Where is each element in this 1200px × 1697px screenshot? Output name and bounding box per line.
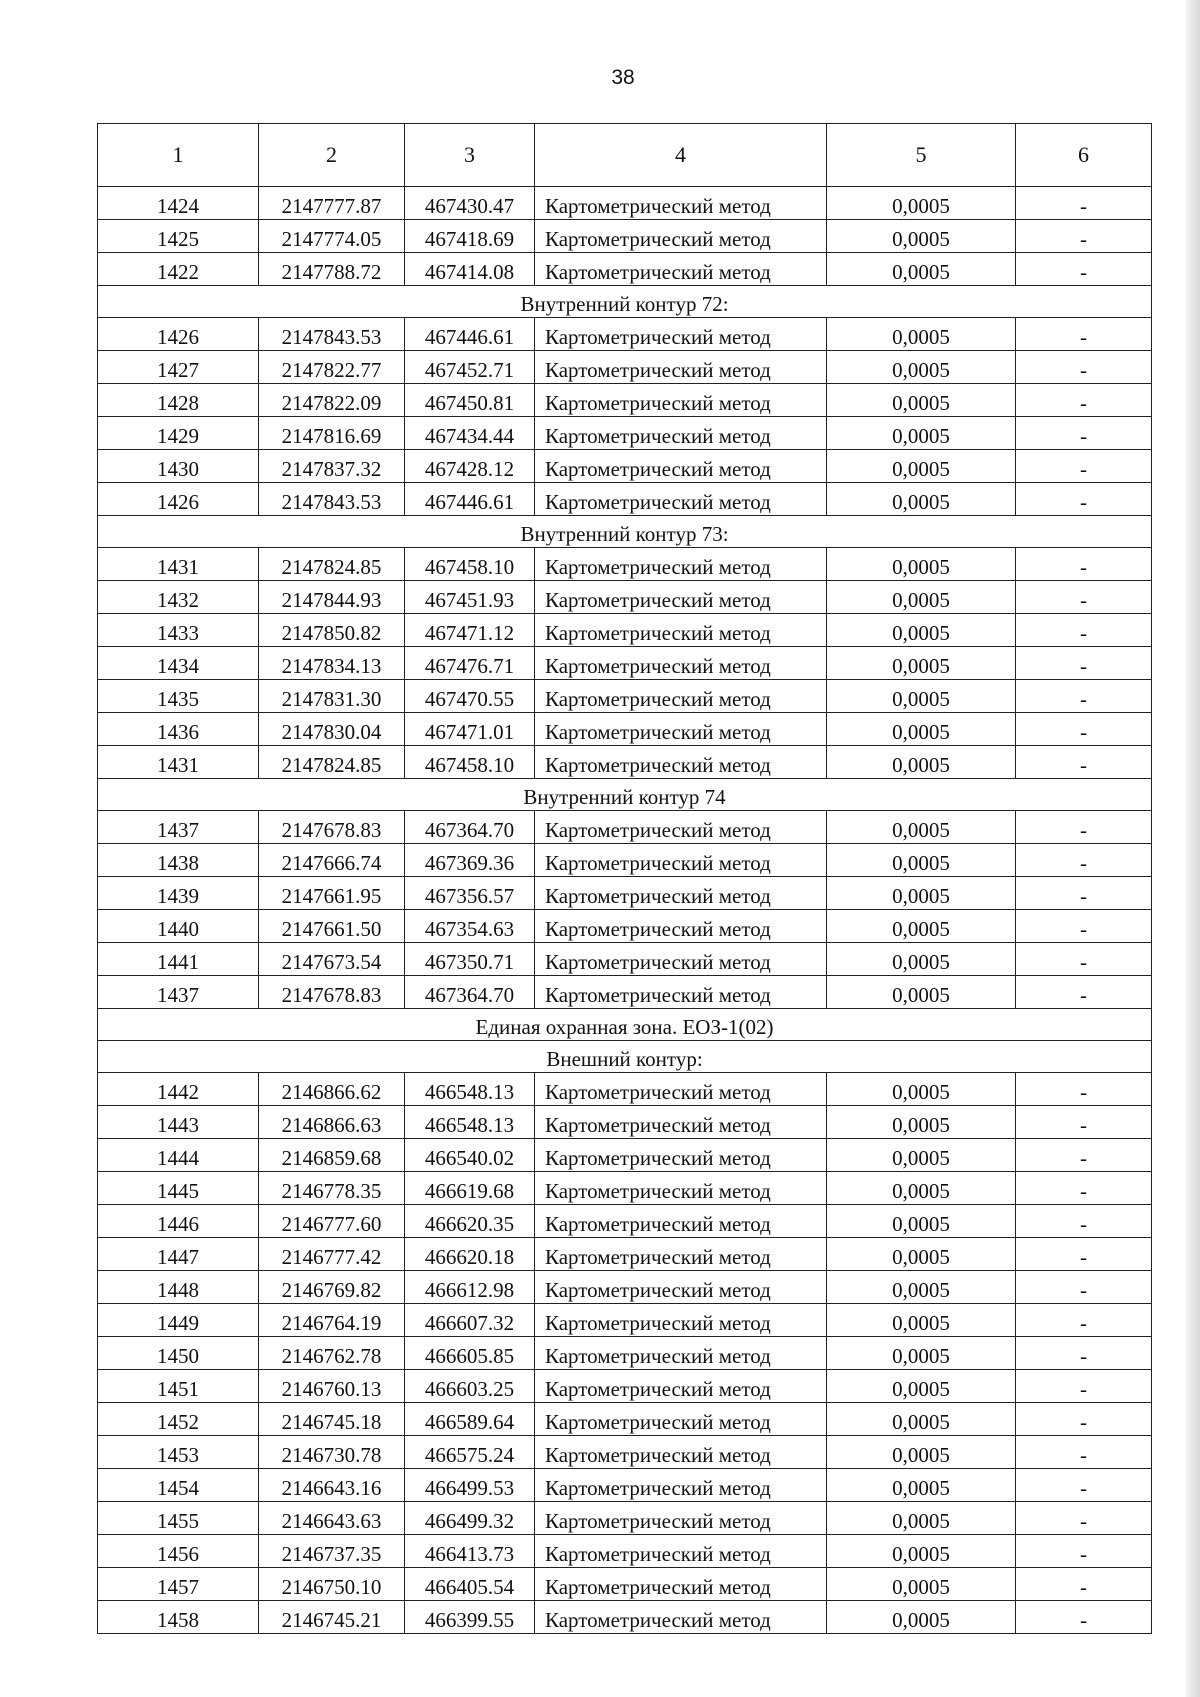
accuracy-cell: 0,0005 [827, 647, 1016, 680]
y-coordinate-cell: 466603.25 [405, 1370, 535, 1403]
y-coordinate-cell: 467450.81 [405, 384, 535, 417]
point-number-cell: 1451 [98, 1370, 259, 1403]
description-cell: - [1016, 483, 1152, 516]
y-coordinate-cell: 467350.71 [405, 943, 535, 976]
method-cell: Картометрический метод [535, 1205, 827, 1238]
accuracy-cell: 0,0005 [827, 1568, 1016, 1601]
x-coordinate-cell: 2147822.09 [259, 384, 405, 417]
accuracy-cell: 0,0005 [827, 1337, 1016, 1370]
accuracy-cell: 0,0005 [827, 384, 1016, 417]
y-coordinate-cell: 467470.55 [405, 680, 535, 713]
method-cell: Картометрический метод [535, 253, 827, 286]
method-cell: Картометрический метод [535, 1172, 827, 1205]
description-cell: - [1016, 713, 1152, 746]
table-row [98, 1502, 1152, 1535]
y-coordinate-cell: 466405.54 [405, 1568, 535, 1601]
method-cell: Картометрический метод [535, 220, 827, 253]
x-coordinate-cell: 2147678.83 [259, 811, 405, 844]
description-cell: - [1016, 187, 1152, 220]
method-cell: Картометрический метод [535, 976, 827, 1009]
table-row [98, 1403, 1152, 1436]
point-number-cell: 1434 [98, 647, 259, 680]
x-coordinate-cell: 2146859.68 [259, 1139, 405, 1172]
table-row [98, 647, 1152, 680]
y-coordinate-cell: 466413.73 [405, 1535, 535, 1568]
x-coordinate-cell: 2147824.85 [259, 746, 405, 779]
point-number-cell: 1442 [98, 1073, 259, 1106]
method-cell: Картометрический метод [535, 910, 827, 943]
section-row [98, 1041, 1152, 1073]
point-number-cell: 1440 [98, 910, 259, 943]
method-cell: Картометрический метод [535, 1535, 827, 1568]
point-number-cell: 1433 [98, 614, 259, 647]
point-number-cell: 1422 [98, 253, 259, 286]
section-row [98, 516, 1152, 548]
method-cell: Картометрический метод [535, 811, 827, 844]
point-number-cell: 1429 [98, 417, 259, 450]
table-row [98, 1139, 1152, 1172]
y-coordinate-cell: 466499.53 [405, 1469, 535, 1502]
section-label: Внутренний контур 74 [98, 779, 1152, 811]
method-cell: Картометрический метод [535, 1304, 827, 1337]
point-number-cell: 1441 [98, 943, 259, 976]
description-cell: - [1016, 351, 1152, 384]
accuracy-cell: 0,0005 [827, 187, 1016, 220]
table-row [98, 844, 1152, 877]
description-cell: - [1016, 548, 1152, 581]
description-cell: - [1016, 253, 1152, 286]
description-cell: - [1016, 1106, 1152, 1139]
point-number-cell: 1424 [98, 187, 259, 220]
method-cell: Картометрический метод [535, 483, 827, 516]
description-cell: - [1016, 1502, 1152, 1535]
x-coordinate-cell: 2147831.30 [259, 680, 405, 713]
point-number-cell: 1445 [98, 1172, 259, 1205]
method-cell: Картометрический метод [535, 1568, 827, 1601]
x-coordinate-cell: 2147661.50 [259, 910, 405, 943]
table-row [98, 1238, 1152, 1271]
x-coordinate-cell: 2147661.95 [259, 877, 405, 910]
method-cell: Картометрический метод [535, 450, 827, 483]
accuracy-cell: 0,0005 [827, 1139, 1016, 1172]
accuracy-cell: 0,0005 [827, 713, 1016, 746]
y-coordinate-cell: 467471.12 [405, 614, 535, 647]
y-coordinate-cell: 466499.32 [405, 1502, 535, 1535]
table-row [98, 910, 1152, 943]
x-coordinate-cell: 2146643.16 [259, 1469, 405, 1502]
description-cell: - [1016, 877, 1152, 910]
description-cell: - [1016, 1139, 1152, 1172]
method-cell: Картометрический метод [535, 1436, 827, 1469]
y-coordinate-cell: 466605.85 [405, 1337, 535, 1370]
accuracy-cell: 0,0005 [827, 1238, 1016, 1271]
x-coordinate-cell: 2147830.04 [259, 713, 405, 746]
point-number-cell: 1431 [98, 548, 259, 581]
accuracy-cell: 0,0005 [827, 581, 1016, 614]
table-row [98, 1337, 1152, 1370]
x-coordinate-cell: 2146737.35 [259, 1535, 405, 1568]
description-cell: - [1016, 318, 1152, 351]
y-coordinate-cell: 466540.02 [405, 1139, 535, 1172]
method-cell: Картометрический метод [535, 1073, 827, 1106]
method-cell: Картометрический метод [535, 351, 827, 384]
point-number-cell: 1425 [98, 220, 259, 253]
point-number-cell: 1453 [98, 1436, 259, 1469]
method-cell: Картометрический метод [535, 1106, 827, 1139]
accuracy-cell: 0,0005 [827, 976, 1016, 1009]
method-cell: Картометрический метод [535, 1403, 827, 1436]
x-coordinate-cell: 2146745.18 [259, 1403, 405, 1436]
method-cell: Картометрический метод [535, 1271, 827, 1304]
column-header-6: 6 [1016, 124, 1152, 187]
accuracy-cell: 0,0005 [827, 1469, 1016, 1502]
accuracy-cell: 0,0005 [827, 318, 1016, 351]
description-cell: - [1016, 614, 1152, 647]
table-row [98, 713, 1152, 746]
point-number-cell: 1454 [98, 1469, 259, 1502]
method-cell: Картометрический метод [535, 187, 827, 220]
accuracy-cell: 0,0005 [827, 1502, 1016, 1535]
accuracy-cell: 0,0005 [827, 1304, 1016, 1337]
table-row [98, 1568, 1152, 1601]
page-number: 38 [611, 66, 635, 89]
x-coordinate-cell: 2147788.72 [259, 253, 405, 286]
table-row [98, 417, 1152, 450]
y-coordinate-cell: 466575.24 [405, 1436, 535, 1469]
description-cell: - [1016, 1337, 1152, 1370]
table-row [98, 1073, 1152, 1106]
method-cell: Картометрический метод [535, 614, 827, 647]
table-row [98, 1535, 1152, 1568]
y-coordinate-cell: 467446.61 [405, 483, 535, 516]
y-coordinate-cell: 467364.70 [405, 976, 535, 1009]
table-row [98, 877, 1152, 910]
table-row [98, 1436, 1152, 1469]
description-cell: - [1016, 220, 1152, 253]
point-number-cell: 1431 [98, 746, 259, 779]
x-coordinate-cell: 2146730.78 [259, 1436, 405, 1469]
accuracy-cell: 0,0005 [827, 910, 1016, 943]
point-number-cell: 1446 [98, 1205, 259, 1238]
description-cell: - [1016, 1436, 1152, 1469]
point-number-cell: 1426 [98, 483, 259, 516]
method-cell: Картометрический метод [535, 680, 827, 713]
description-cell: - [1016, 1601, 1152, 1634]
table-row [98, 1304, 1152, 1337]
accuracy-cell: 0,0005 [827, 220, 1016, 253]
description-cell: - [1016, 1469, 1152, 1502]
y-coordinate-cell: 467458.10 [405, 548, 535, 581]
x-coordinate-cell: 2147837.32 [259, 450, 405, 483]
table-row [98, 220, 1152, 253]
coordinates-table [97, 123, 1152, 1634]
x-coordinate-cell: 2146769.82 [259, 1271, 405, 1304]
point-number-cell: 1439 [98, 877, 259, 910]
x-coordinate-cell: 2147850.82 [259, 614, 405, 647]
method-cell: Картометрический метод [535, 1370, 827, 1403]
y-coordinate-cell: 466619.68 [405, 1172, 535, 1205]
point-number-cell: 1432 [98, 581, 259, 614]
accuracy-cell: 0,0005 [827, 877, 1016, 910]
x-coordinate-cell: 2147673.54 [259, 943, 405, 976]
x-coordinate-cell: 2146764.19 [259, 1304, 405, 1337]
x-coordinate-cell: 2146762.78 [259, 1337, 405, 1370]
method-cell: Картометрический метод [535, 746, 827, 779]
point-number-cell: 1435 [98, 680, 259, 713]
column-header-2: 2 [259, 124, 405, 187]
description-cell: - [1016, 581, 1152, 614]
accuracy-cell: 0,0005 [827, 614, 1016, 647]
description-cell: - [1016, 1073, 1152, 1106]
table-row [98, 187, 1152, 220]
point-number-cell: 1449 [98, 1304, 259, 1337]
description-cell: - [1016, 1370, 1152, 1403]
y-coordinate-cell: 467476.71 [405, 647, 535, 680]
table-body [98, 187, 1152, 1634]
point-number-cell: 1437 [98, 976, 259, 1009]
description-cell: - [1016, 1172, 1152, 1205]
accuracy-cell: 0,0005 [827, 1271, 1016, 1304]
description-cell: - [1016, 976, 1152, 1009]
y-coordinate-cell: 466620.35 [405, 1205, 535, 1238]
accuracy-cell: 0,0005 [827, 1172, 1016, 1205]
x-coordinate-cell: 2147824.85 [259, 548, 405, 581]
y-coordinate-cell: 466589.64 [405, 1403, 535, 1436]
y-coordinate-cell: 466607.32 [405, 1304, 535, 1337]
section-label: Внешний контур: [98, 1041, 1152, 1073]
x-coordinate-cell: 2146777.42 [259, 1238, 405, 1271]
scan-edge [1186, 0, 1200, 1697]
y-coordinate-cell: 467430.47 [405, 187, 535, 220]
description-cell: - [1016, 680, 1152, 713]
description-cell: - [1016, 1205, 1152, 1238]
table-row [98, 450, 1152, 483]
table-row [98, 1370, 1152, 1403]
point-number-cell: 1436 [98, 713, 259, 746]
y-coordinate-cell: 466548.13 [405, 1073, 535, 1106]
section-label: Внутренний контур 72: [98, 286, 1152, 318]
point-number-cell: 1444 [98, 1139, 259, 1172]
column-header-4: 4 [535, 124, 827, 187]
description-cell: - [1016, 910, 1152, 943]
method-cell: Картометрический метод [535, 1139, 827, 1172]
y-coordinate-cell: 467369.36 [405, 844, 535, 877]
table-row [98, 1106, 1152, 1139]
point-number-cell: 1426 [98, 318, 259, 351]
method-cell: Картометрический метод [535, 943, 827, 976]
table-row [98, 943, 1152, 976]
x-coordinate-cell: 2146866.63 [259, 1106, 405, 1139]
x-coordinate-cell: 2146760.13 [259, 1370, 405, 1403]
x-coordinate-cell: 2146866.62 [259, 1073, 405, 1106]
section-label: Внутренний контур 73: [98, 516, 1152, 548]
column-header-1: 1 [98, 124, 259, 187]
y-coordinate-cell: 467446.61 [405, 318, 535, 351]
accuracy-cell: 0,0005 [827, 1205, 1016, 1238]
table-row [98, 1601, 1152, 1634]
y-coordinate-cell: 466399.55 [405, 1601, 535, 1634]
y-coordinate-cell: 466548.13 [405, 1106, 535, 1139]
accuracy-cell: 0,0005 [827, 746, 1016, 779]
point-number-cell: 1443 [98, 1106, 259, 1139]
table-row [98, 351, 1152, 384]
method-cell: Картометрический метод [535, 713, 827, 746]
point-number-cell: 1448 [98, 1271, 259, 1304]
section-row [98, 286, 1152, 318]
table-row [98, 384, 1152, 417]
description-cell: - [1016, 450, 1152, 483]
accuracy-cell: 0,0005 [827, 1106, 1016, 1139]
method-cell: Картометрический метод [535, 844, 827, 877]
method-cell: Картометрический метод [535, 1601, 827, 1634]
table-row [98, 746, 1152, 779]
x-coordinate-cell: 2147816.69 [259, 417, 405, 450]
method-cell: Картометрический метод [535, 384, 827, 417]
accuracy-cell: 0,0005 [827, 680, 1016, 713]
x-coordinate-cell: 2146643.63 [259, 1502, 405, 1535]
x-coordinate-cell: 2147666.74 [259, 844, 405, 877]
accuracy-cell: 0,0005 [827, 1601, 1016, 1634]
accuracy-cell: 0,0005 [827, 811, 1016, 844]
accuracy-cell: 0,0005 [827, 253, 1016, 286]
table-row [98, 548, 1152, 581]
description-cell: - [1016, 746, 1152, 779]
accuracy-cell: 0,0005 [827, 844, 1016, 877]
y-coordinate-cell: 467452.71 [405, 351, 535, 384]
method-cell: Картометрический метод [535, 581, 827, 614]
x-coordinate-cell: 2147843.53 [259, 483, 405, 516]
y-coordinate-cell: 467418.69 [405, 220, 535, 253]
table-row [98, 1172, 1152, 1205]
accuracy-cell: 0,0005 [827, 483, 1016, 516]
point-number-cell: 1456 [98, 1535, 259, 1568]
method-cell: Картометрический метод [535, 647, 827, 680]
y-coordinate-cell: 467458.10 [405, 746, 535, 779]
table-row [98, 1271, 1152, 1304]
description-cell: - [1016, 1568, 1152, 1601]
accuracy-cell: 0,0005 [827, 1535, 1016, 1568]
table-header [98, 124, 1152, 187]
method-cell: Картометрический метод [535, 1337, 827, 1370]
description-cell: - [1016, 1271, 1152, 1304]
description-cell: - [1016, 647, 1152, 680]
description-cell: - [1016, 384, 1152, 417]
x-coordinate-cell: 2147777.87 [259, 187, 405, 220]
point-number-cell: 1438 [98, 844, 259, 877]
y-coordinate-cell: 467428.12 [405, 450, 535, 483]
description-cell: - [1016, 1238, 1152, 1271]
section-row [98, 779, 1152, 811]
description-cell: - [1016, 1403, 1152, 1436]
point-number-cell: 1447 [98, 1238, 259, 1271]
section-row [98, 1009, 1152, 1041]
y-coordinate-cell: 467356.57 [405, 877, 535, 910]
x-coordinate-cell: 2147843.53 [259, 318, 405, 351]
table-row [98, 581, 1152, 614]
table-row [98, 253, 1152, 286]
x-coordinate-cell: 2146750.10 [259, 1568, 405, 1601]
method-cell: Картометрический метод [535, 877, 827, 910]
point-number-cell: 1452 [98, 1403, 259, 1436]
table-row [98, 811, 1152, 844]
table-row [98, 1205, 1152, 1238]
y-coordinate-cell: 467471.01 [405, 713, 535, 746]
method-cell: Картометрический метод [535, 1502, 827, 1535]
table-row [98, 318, 1152, 351]
y-coordinate-cell: 467451.93 [405, 581, 535, 614]
description-cell: - [1016, 811, 1152, 844]
point-number-cell: 1428 [98, 384, 259, 417]
x-coordinate-cell: 2146777.60 [259, 1205, 405, 1238]
x-coordinate-cell: 2147678.83 [259, 976, 405, 1009]
table-row [98, 614, 1152, 647]
accuracy-cell: 0,0005 [827, 1436, 1016, 1469]
page-number-container [0, 66, 1200, 90]
y-coordinate-cell: 467414.08 [405, 253, 535, 286]
column-header-5: 5 [827, 124, 1016, 187]
y-coordinate-cell: 467364.70 [405, 811, 535, 844]
x-coordinate-cell: 2147844.93 [259, 581, 405, 614]
method-cell: Картометрический метод [535, 1469, 827, 1502]
y-coordinate-cell: 466620.18 [405, 1238, 535, 1271]
accuracy-cell: 0,0005 [827, 450, 1016, 483]
header-row [98, 124, 1152, 187]
method-cell: Картометрический метод [535, 1238, 827, 1271]
description-cell: - [1016, 943, 1152, 976]
column-header-3: 3 [405, 124, 535, 187]
x-coordinate-cell: 2147834.13 [259, 647, 405, 680]
point-number-cell: 1455 [98, 1502, 259, 1535]
description-cell: - [1016, 1535, 1152, 1568]
point-number-cell: 1437 [98, 811, 259, 844]
y-coordinate-cell: 467434.44 [405, 417, 535, 450]
point-number-cell: 1457 [98, 1568, 259, 1601]
table-row [98, 680, 1152, 713]
table-row [98, 976, 1152, 1009]
section-label: Единая охранная зона. ЕОЗ-1(02) [98, 1009, 1152, 1041]
description-cell: - [1016, 417, 1152, 450]
accuracy-cell: 0,0005 [827, 1073, 1016, 1106]
point-number-cell: 1458 [98, 1601, 259, 1634]
table-row [98, 1469, 1152, 1502]
accuracy-cell: 0,0005 [827, 1370, 1016, 1403]
x-coordinate-cell: 2146778.35 [259, 1172, 405, 1205]
point-number-cell: 1450 [98, 1337, 259, 1370]
x-coordinate-cell: 2146745.21 [259, 1601, 405, 1634]
method-cell: Картометрический метод [535, 417, 827, 450]
point-number-cell: 1430 [98, 450, 259, 483]
description-cell: - [1016, 1304, 1152, 1337]
x-coordinate-cell: 2147822.77 [259, 351, 405, 384]
method-cell: Картометрический метод [535, 548, 827, 581]
accuracy-cell: 0,0005 [827, 417, 1016, 450]
point-number-cell: 1427 [98, 351, 259, 384]
accuracy-cell: 0,0005 [827, 351, 1016, 384]
x-coordinate-cell: 2147774.05 [259, 220, 405, 253]
method-cell: Картометрический метод [535, 318, 827, 351]
y-coordinate-cell: 466612.98 [405, 1271, 535, 1304]
description-cell: - [1016, 844, 1152, 877]
accuracy-cell: 0,0005 [827, 548, 1016, 581]
y-coordinate-cell: 467354.63 [405, 910, 535, 943]
accuracy-cell: 0,0005 [827, 1403, 1016, 1436]
table-row [98, 483, 1152, 516]
accuracy-cell: 0,0005 [827, 943, 1016, 976]
